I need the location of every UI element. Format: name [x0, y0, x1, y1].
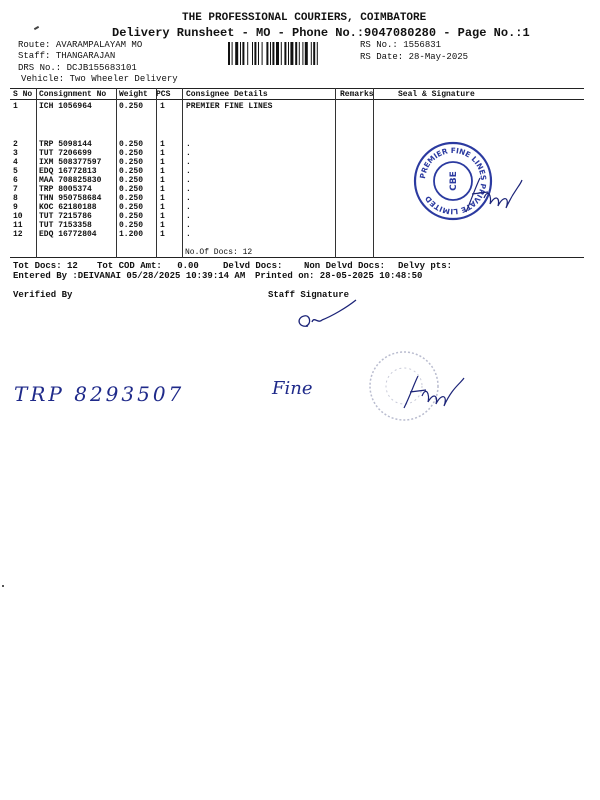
- page-mark: [2, 585, 4, 587]
- rs-no-line: [360, 40, 441, 50]
- cell-pcs: 1: [160, 194, 165, 203]
- cell-consignee: .: [186, 221, 191, 230]
- table-row: [10, 102, 584, 111]
- cell-consignee: .: [186, 158, 191, 167]
- barcode-bar: [266, 42, 268, 65]
- cell-pcs: 1: [160, 221, 165, 230]
- cell-weight: 0.250: [119, 102, 144, 111]
- barcode-bar: [235, 42, 238, 65]
- cell-consignment: THN 950758684: [39, 194, 102, 203]
- stamp-center-text: CBE: [449, 171, 459, 191]
- company-title: THE PROFESSIONAL COURIERS, COIMBATORE: [182, 12, 427, 24]
- vehicle-label: Vehicle:: [21, 74, 65, 84]
- header-remarks: Remarks: [340, 90, 374, 99]
- tot-docs: Tot Docs: 12: [13, 261, 78, 271]
- barcode-bar: [228, 42, 230, 65]
- table-top-border: [10, 88, 584, 89]
- cell-consignment: TRP 5098144: [39, 140, 92, 149]
- cell-pcs: 1: [160, 149, 165, 158]
- header-seal: Seal & Signature: [398, 90, 475, 99]
- tot-cod: [97, 261, 199, 271]
- barcode-bar: [295, 42, 297, 65]
- cell-weight: 0.250: [119, 185, 144, 194]
- table-header-border: [10, 99, 584, 100]
- cell-consignee: PREMIER FINE LINES: [186, 102, 273, 111]
- cell-weight: 0.250: [119, 176, 144, 185]
- barcode-bar: [254, 42, 256, 65]
- cell-sno: 8: [13, 194, 18, 203]
- cell-weight: 0.250: [119, 158, 144, 167]
- cell-weight: 0.250: [119, 212, 144, 221]
- cell-consignee: .: [186, 203, 191, 212]
- route-value: AVARAMPALAYAM MO: [55, 40, 143, 50]
- rs-no-value: 1556831: [403, 40, 442, 50]
- cell-pcs: 1: [160, 102, 165, 111]
- stamp-ring-text: PREMIER FINE LINES PRIVATE LIMITED: [418, 145, 489, 217]
- cell-weight: 0.250: [119, 149, 144, 158]
- runsheet-title: Delivery Runsheet - MO - Phone No.:9047080280 - Page No.:1: [112, 26, 530, 40]
- cell-sno: 11: [13, 221, 23, 230]
- page-mark: [34, 26, 39, 30]
- delvy-pts: Delvy pts:: [398, 261, 453, 271]
- cell-pcs: 1: [160, 185, 165, 194]
- cell-pcs: 1: [160, 176, 165, 185]
- table-row: [10, 230, 584, 239]
- barcode-bar: [240, 42, 241, 65]
- header-weight: Weight: [119, 90, 148, 99]
- cell-sno: 5: [13, 167, 18, 176]
- cell-consignment: EDQ 16772804: [39, 230, 97, 239]
- header-pcs: PCS: [156, 90, 171, 99]
- drs-label: DRS No.:: [18, 63, 62, 73]
- cell-consignee: .: [186, 230, 191, 239]
- cell-consignment: TUT 7153358: [39, 221, 92, 230]
- vehicle-line: [21, 74, 178, 84]
- barcode-bar: [305, 42, 308, 65]
- barcode-image: [228, 42, 354, 65]
- cell-consignment: ICH 1056964: [39, 102, 92, 111]
- lower-signature: [400, 368, 472, 414]
- cell-sno: 1: [13, 102, 18, 111]
- cell-consignment: TRP 8005374: [39, 185, 92, 194]
- barcode-bar: [281, 42, 282, 65]
- no-of-docs: No.Of Docs: 12: [185, 248, 253, 257]
- cell-weight: 0.250: [119, 167, 144, 176]
- rs-date-line: [360, 52, 468, 62]
- cell-pcs: 1: [160, 230, 165, 239]
- barcode-bar: [288, 42, 289, 65]
- staff-line: [18, 51, 115, 61]
- cell-pcs: 1: [160, 158, 165, 167]
- cell-consignment: TUT 7206699: [39, 149, 92, 158]
- cell-weight: 0.250: [119, 140, 144, 149]
- barcode-bar: [311, 42, 312, 65]
- cell-pcs: 1: [160, 140, 165, 149]
- cell-weight: 0.250: [119, 221, 144, 230]
- entered-by: Entered By :DEIVANAI 05/28/2025 10:39:14 AM: [13, 271, 246, 281]
- summary-line: [13, 261, 78, 271]
- cell-sno: 3: [13, 149, 18, 158]
- rs-date-value: 28-May-2025: [408, 52, 469, 62]
- tot-cod-label: Tot COD Amt:: [97, 261, 162, 271]
- handwritten-consignment-note: TRP 8293507: [14, 382, 185, 406]
- non-delvd-docs: Non Delvd Docs:: [304, 261, 386, 271]
- vehicle-value: Two Wheeler Delivery: [69, 74, 178, 84]
- cell-consignee: .: [186, 185, 191, 194]
- table-row: [10, 158, 584, 167]
- cell-sno: 4: [13, 158, 18, 167]
- cell-sno: 12: [13, 230, 23, 239]
- receiver-signature: [462, 168, 526, 218]
- cell-consignee: .: [186, 212, 191, 221]
- cell-consignment: KOC 62180188: [39, 203, 97, 212]
- drs-value: DCJB155683101: [66, 63, 137, 73]
- staff-signature-label: Staff Signature: [268, 290, 350, 300]
- barcode-bar: [232, 42, 233, 65]
- staff-label: Staff:: [18, 51, 51, 61]
- cell-pcs: 1: [160, 167, 165, 176]
- cell-consignee: .: [186, 194, 191, 203]
- table-row: [10, 140, 584, 149]
- staff-value: THANGARAJAN: [55, 51, 116, 61]
- cell-pcs: 1: [160, 203, 165, 212]
- barcode-bar: [313, 42, 315, 65]
- barcode-bar: [290, 42, 293, 65]
- header-consignee: Consignee Details: [186, 90, 268, 99]
- cell-consignment: MAA 708825830: [39, 176, 102, 185]
- verified-by: Verified By: [13, 290, 73, 300]
- drs-line: [18, 63, 137, 73]
- printed-on: Printed on: 28-05-2025 10:48:50: [255, 271, 423, 281]
- cell-consignment: TUT 7215786: [39, 212, 92, 221]
- cell-consignee: .: [186, 176, 191, 185]
- route-label: Route:: [18, 40, 51, 50]
- header-sno: S No: [13, 90, 33, 99]
- cell-sno: 2: [13, 140, 18, 149]
- rs-date-label: RS Date:: [360, 52, 404, 62]
- cell-sno: 9: [13, 203, 18, 212]
- cell-consignee: .: [186, 140, 191, 149]
- cell-consignment: IXM 508377597: [39, 158, 102, 167]
- barcode-bar: [262, 42, 263, 65]
- cell-sno: 6: [13, 176, 18, 185]
- barcode-bar: [299, 42, 300, 65]
- cell-consignee: .: [186, 167, 191, 176]
- cell-sno: 7: [13, 185, 18, 194]
- table-row: [10, 221, 584, 230]
- barcode-bar: [258, 42, 259, 65]
- barcode-bar: [272, 42, 274, 65]
- cell-consignee: .: [186, 149, 191, 158]
- table-bottom-border: [10, 257, 584, 258]
- staff-signature: [288, 296, 364, 336]
- route-line: [18, 40, 142, 50]
- handwritten-fine-note: Fine: [272, 378, 313, 399]
- barcode-bar: [252, 42, 253, 65]
- barcode-bar: [302, 42, 303, 65]
- barcode-bar: [284, 42, 286, 65]
- cell-weight: 0.250: [119, 203, 144, 212]
- cell-consignment: EDQ 16772813: [39, 167, 97, 176]
- cell-pcs: 1: [160, 212, 165, 221]
- barcode-bar: [317, 42, 318, 65]
- header-consignment: Consignment No: [39, 90, 107, 99]
- rs-no-label: RS No.:: [360, 40, 398, 50]
- cell-weight: 0.250: [119, 194, 144, 203]
- delvd-docs: Delvd Docs:: [223, 261, 283, 271]
- table-row: [10, 149, 584, 158]
- cell-sno: 10: [13, 212, 23, 221]
- cell-weight: 1.200: [119, 230, 144, 239]
- barcode-bar: [242, 42, 244, 65]
- barcode-bar: [270, 42, 271, 65]
- tot-cod-value: 0.00: [177, 261, 199, 271]
- barcode-bar: [247, 42, 248, 65]
- barcode-bar: [276, 42, 279, 65]
